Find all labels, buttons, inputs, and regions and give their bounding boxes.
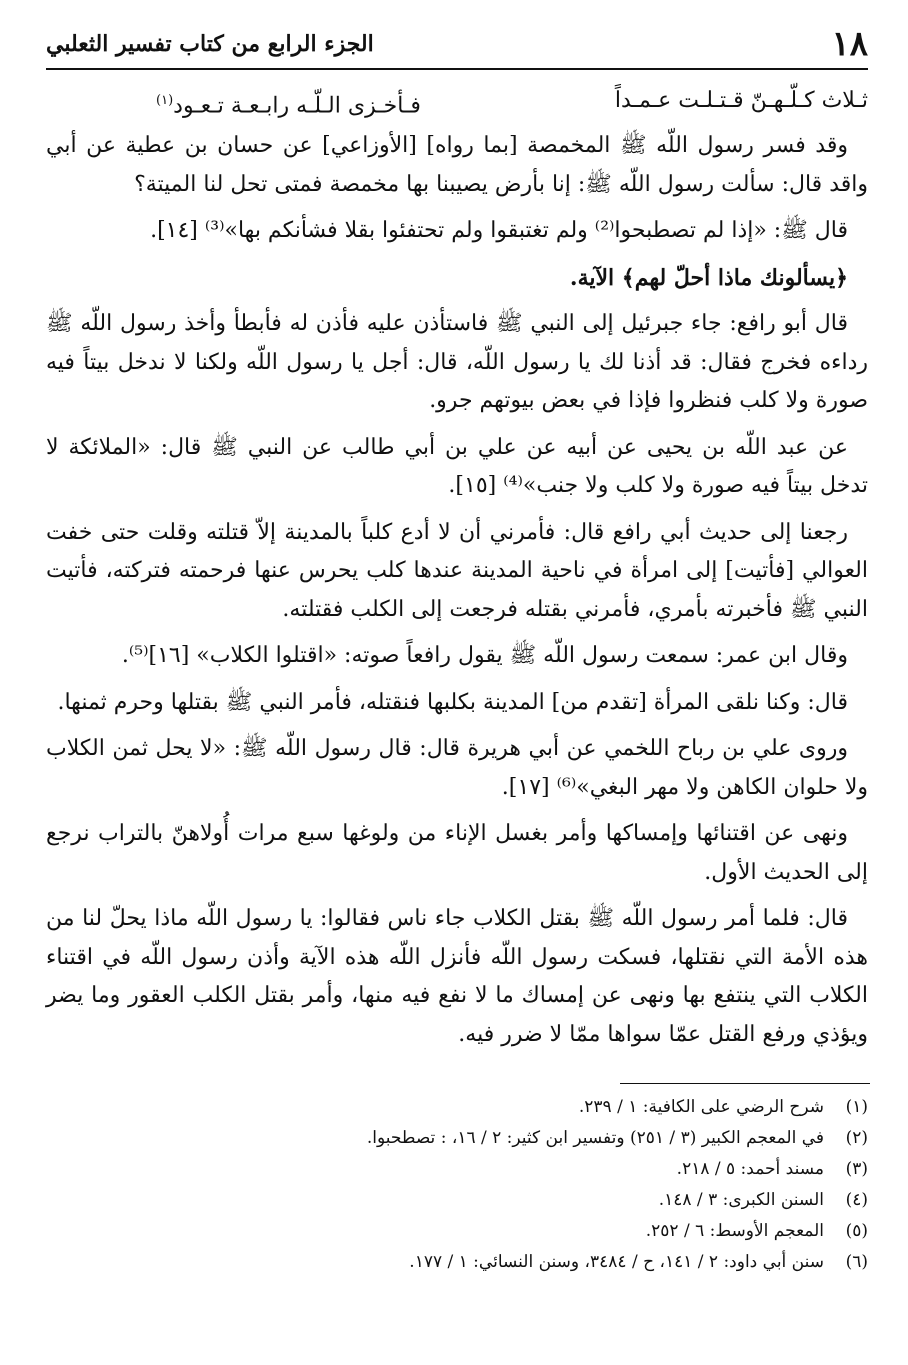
footnote: (٥) المعجم الأوسط: ٦ / ٢٥٢. bbox=[645, 1221, 868, 1241]
paragraph: قال: فلما أمر رسول اللّه ﷺ بقتل الكلاب جاء ناس فقالوا: يا رسول اللّه ماذا يحلّ لنا من هذه الأمة التي نقتلها، فسكت رسول اللّه فأنزل اللّه هذه الآية وأذن رسول اللّه في اقتناء الكلاب التي ينتفع بها ونهى عن إمساك ما لا نفع فيه منها، وأمر بقتل الكلب العقور وما يضر ويؤذي ورفع القتل عمّا سواها ممّا لا ضرر فيه. bbox=[46, 906, 868, 1047]
paragraph: قال ﷺ: «إذا لم تصطبحوا⁽²⁾ ولم تغتبقوا ولم تحتفئوا بقلا فشأنكم بها»⁽³⁾ [١٤]. bbox=[150, 218, 848, 244]
footnote: (٦) سنن أبي داود: ٢ / ١٤١، ح / ٣٤٨٤، وسنن النسائي: ١ / ١٧٧. bbox=[409, 1252, 868, 1272]
paragraph: قال أبو رافع: جاء جبرئيل إلى النبي ﷺ فاستأذن عليه فأذن له فأبطأ وأخذ رسول اللّه ﷺ رداءه فخرج فقال: قد أذنا لك يا رسول اللّه، قال: أجل يا رسول اللّه ولكنا لا ندخل بيتاً فيه صورة ولا كلب فنظروا فإذا في بعض بيوتهم جرو. bbox=[46, 311, 868, 414]
footnote-separator bbox=[620, 1083, 870, 1084]
page-header bbox=[46, 22, 868, 66]
running-title: الجزء الرابع من كتاب تفسير الثعلبي bbox=[46, 31, 374, 57]
main-text bbox=[46, 80, 868, 1062]
page-number: ١٨ bbox=[831, 24, 868, 64]
paragraph: عن عبد اللّه بن يحيى عن أبيه عن علي بن أبي طالب عن النبي ﷺ قال: «الملائكة لا تدخل بيتاً فيه صورة ولا كلب ولا جنب»⁽⁴⁾ [١٥]. bbox=[46, 434, 868, 499]
quran-heading: ﴿يسألونك ماذا أحلّ لهم﴾ الآية. bbox=[569, 264, 848, 291]
verse-hemistich-1: ثـلاث كـلّـهـنّ قـتـلـت عـمـداً bbox=[614, 88, 868, 113]
paragraph: وقال ابن عمر: سمعت رسول اللّه ﷺ يقول رافعاً صوته: «اقتلوا الكلاب» [١٦]⁽⁵⁾. bbox=[121, 643, 848, 669]
poetry-verse bbox=[46, 80, 868, 127]
footnote: (٤) السنن الكبرى: ٣ / ١٤٨. bbox=[658, 1190, 868, 1210]
paragraph: قال: وكنا نلقى المرأة [تقدم من] المدينة بكلبها فنقتله، فأمر النبي ﷺ بقتلها وحرم ثمنها. bbox=[57, 689, 848, 715]
paragraph: وروى علي بن رباح اللخمي عن أبي هريرة قال: قال رسول اللّه ﷺ: «لا يحل ثمن الكلاب ولا حلوان الكاهن ولا مهر البغي»⁽⁶⁾ [١٧]. bbox=[46, 736, 868, 800]
paragraph: ونهى عن اقتنائها وإمساكها وأمر بغسل الإناء من ولوغها سبع مرات أُولاهنّ بالتراب نرجع إلى الحديث الأول. bbox=[46, 821, 868, 885]
paragraph: رجعنا إلى حديث أبي رافع قال: فأمرني أن لا أدع كلباً بالمدينة إلاّ قتلته وقلت حتى خفت العوالي [فأتيت] إلى امرأة في ناحية المدينة عندها كلب يحرس عنها فرحمته فتركته، فأتيت النبي ﷺ فأخبرته بأمري، فأمرني بقتله فرجعت إلى الكلب فقتلته. bbox=[46, 519, 868, 622]
verse-footnote-ref: (١) bbox=[156, 93, 174, 108]
footnote: (٣) مسند أحمد: ٥ / ٢١٨. bbox=[676, 1159, 868, 1179]
footnote: (٢) في المعجم الكبير (٣ / ٢٥١) وتفسير ابن كثير: ٢ / ١٦، : تصطحبوا. bbox=[366, 1128, 868, 1148]
header-rule bbox=[46, 68, 868, 70]
footnote: (١) شرح الرضي على الكافية: ١ / ٢٣٩. bbox=[578, 1097, 868, 1117]
verse-hemistich-2: فـأخـزى الـلّـه رابـعـة تـعـود$^{(١)}$ bbox=[156, 93, 421, 119]
footnotes bbox=[46, 1092, 868, 1278]
paragraph: وقد فسر رسول اللّه ﷺ المخمصة [بما رواه] [الأوزاعي] عن حسان بن عطية عن أبي واقد قال: سألت رسول اللّه ﷺ: إنا بأرض يصيبنا بها مخمصة فمتى تحل لنا الميتة؟ bbox=[46, 133, 868, 197]
